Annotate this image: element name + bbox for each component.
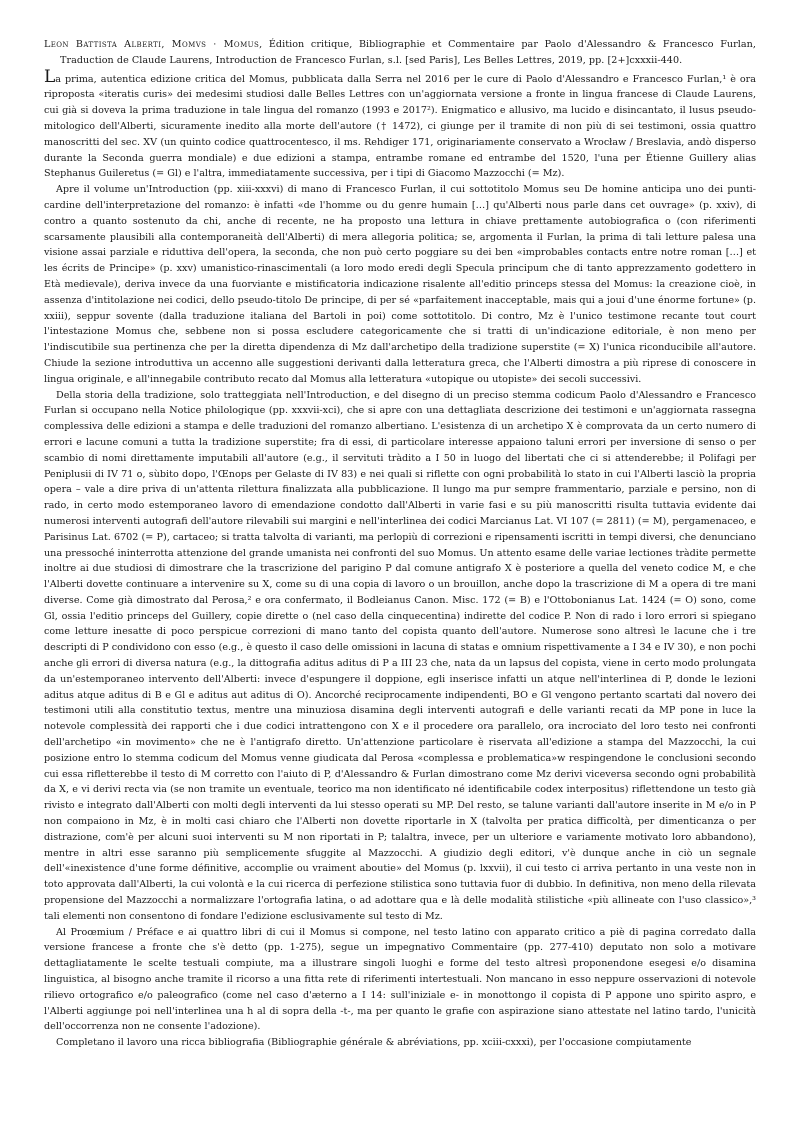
- paragraph-1: [44, 66, 756, 183]
- citation-details: , Édition critique, Bibliographie et Commentaire par Paolo d'Alessandro & Francesco Furlan, Traduction de Claude Laurens, Introduction de Francesco Furlan, s.l. [sed Paris], Les Belles Lettres, 2019, pp. [2+]cxxxii-440.: [60, 39, 756, 66]
- bibliographic-citation: [44, 37, 756, 69]
- review-page: [44, 37, 756, 1051]
- paragraph-4: Al Proœmium / Préface e ai quattro libri di cui il Momus si compone, nel testo latino con apparato critico a piè di pagina corredato dalla versione francese a fronte che s'è detto (pp. 1-275), segue un impegnativo Commentaire (pp. 277-410) deputato non solo a motivare dettagliatamente le scelte testuali compiute, ma a illustrare singoli luoghi e forme del testo altresì proponendone esegesi e/o disamina linguistica, al bisogno anche tramite il ricorso a una fitta rete di riferimenti intertestuali. Non mancano in esso neppure osservazioni di notevole rilievo ortografico e/o paleografico (come nel caso d'æterno a I 14: sull'iniziale e- in monottongo il copista di P appone uno spirito aspro, e l'Alberti aggiunge poi nell'interlinea una h al di sopra della -t-, ma per quanto le grafie con aspirazione siano attestate nel latino tardo, l'unicità dell'occorrenza non ne consente l'adozione).: [44, 926, 756, 1033]
- paragraph-3: Della storia della tradizione, solo tratteggiata nell'Introduction, e del disegno di un preciso stemma codicum Paolo d'Alessandro e Francesco Furlan si occupano nella Notice philologique (pp. xxxvii-xci), che si apre con una dettagliata descrizione dei testimoni e un'aggiornata rassegna complessiva delle edizioni a stampa e delle traduzioni del romanzo albertiano. L'esistenza di un archetipo X è comprovata da un certo numero di errori e lacune comuni a tutta la tradizione superstite; fra di essi, di particolare interesse appaiono taluni errori per inversione di senso o per scambio di nomi direttamente imputabili all'autore (e.g., il servituti tràdito a I 50 in luogo del libertati che ci si attenderebbe; il Polifagi per Peniplusii di IV 71 o, sùbito dopo, l'Œnops per Gelaste di IV 83) e nei quali si riflette con ogni probabilità lo stato in cui l'Alberti lasciò la propria opera – vale a dire priva di un'attenta rilettura finalizzata alla pubblicazione. Il lungo ma pur sempre frammentario, parziale e persino, non di rado, in certo modo estemporaneo lavoro di emendazione condotto dall'Alberti in varie fasi e su più manoscritti risulta tuttavia evidente dai numerosi interventi autografi dell'autore rilevabili sui margini e nell'interlinea dei codici Marcianus Lat. VI 107 (= 2811) (= M), pergamenaceo, e Parisinus Lat. 6702 (= P), cartaceo; si tratta talvolta di varianti, ma perlopiù di correzioni e ripensamenti iscritti in tempi diversi, che denunciano una pressoché ininterrotta attenzione del grande umanista nei confronti del suo Momus. Un attento esame delle variae lectiones tràdite permette inoltre ai due studiosi di dimostrare che la trascrizione del parigino P dal comune antigrafo X è posteriore a quella del veneto codice M, e che l'Alberti dovette continuare a intervenire su X, come su di una copia di lavoro o un brouillon, anche dopo la trascrizione di M a opera di tre mani diverse. Come già dimostrato dal Perosa,² e ora confermato, il Bodleianus Canon. Misc. 172 (= B) e l'Ottobonianus Lat. 1424 (= O) sono, come Gl, ossia l'editio princeps del Guillery, copie dirette o (nel caso della cinquecentina) indirette del codice P. Non di rado i loro errori si spiegano come letture inesatte di poco perspicue correzioni di mano tanto del copista quanto dell'autore. Numerose sono altresì le lacune che i tre descripti di P condividono con esso (e.g., è questo il caso delle omissioni in lacuna di statas e omnium rispettivamente a I 34 e IV 30), e non pochi anche gli errori di diversa natura (e.g., la dittografia aditus aditus di P a III 23 che, nata da un lapsus del copista, viene in certo modo prolungata da un'estemporaneo intervento dell'Alberti: invece d'espungere il doppione, egli inserisce infatti un atque nell'interlinea di P, donde le lezioni aditus atque aditus di B e Gl e aditus aut aditus di O). Ancorché reciprocamente indipendenti, BO e Gl vengono pertanto scartati dal novero dei testimoni utili alla constitutio textus, mentre una minuziosa disamina degli interventi autografi e delle varianti recati da MP pone in luce la notevole complessità dei rapporti che i due codici intrattengono con X e il procedere ora parallelo, ora incrociato del loro testo nei confronti dell'archetipo «in movimento» che ne è l'antigrafo diretto. Un'attenzione particolare è riservata all'edizione a stampa del Mazzocchi, la cui posizione entro lo stemma codicum del Momus venne giudicata dal Perosa «complessa e problematica»w respingendone le conclusioni secondo cui essa rifletterebbe il testo di M corretto con l'aiuto di P, d'Alessandro & Furlan dimostrano come Mz derivi viceversa secondo ogni probabilità da X, e vi derivi recta via (se non tramite un eventuale, teorico ma non identificato né identificabile codex interpositus) riflettendone un testo già rivisto e integrato dall'Alberti con molti degli interventi da lui stesso operati su MP. Del resto, se talune varianti dall'autore inserite in M e/o in P non compaiono in Mz, è in molti casi chiaro che l'Alberti non dovette riportarle in X (talvolta per pratica difficoltà, per dimenticanza o per distrazione, com'è per alcuni suoi interventi su M non riportati in P; talaltra, invece, per un ulteriore e variamente motivato loro abbandono), mentre in altri esse saranno più semplicemente sfuggite al Mazzocchi. A giudizio degli editori, v'è dunque anche in ciò un segnale dell'«inexistence d'une forme définitive, accomplie ou vraiment aboutie» del Momus (p. lxxvii), il cui testo ci arriva pertanto in una veste non in toto approvata dall'Alberti, la cui volontà e la cui ricerca di perfezione stilistica sono tuttavia fuor di dubbio. In definitiva, non meno della rilevata propensione del Mazzocchi a normalizzare l'ortografia latina, o ad adottare qua e là delle modalità stilistiche «più allineate con l'uso classico»,³ tali elementi non consentono di fondare l'edizione esclusivamente sul testo di Mz.: [44, 389, 756, 922]
- citation-author-title: Leon Battista Alberti, Momvs · Momus: [44, 39, 260, 50]
- paragraph-2: Apre il volume un'Introduction (pp. xiii-xxxvi) di mano di Francesco Furlan, il cui sottotitolo Momus seu De homine anticipa uno dei punti-cardine dell'interpretazione del romanzo: è infatti «de l'homme ou du genre humain […] qu'Alberti nous parle dans cet ouvrage» (p. xxiv), di contro a quanto sostenuto da chi, anche di recente, ne ha proposto una lettura in chiave prettamente autobiografica o (con riferimenti scarsamente plausibili alla contemporaneità dell'Alberti) di mera allegoria politica; se, argomenta il Furlan, la prima di tali letture palesa una visione assai parziale e riduttiva dell'opera, la seconda, che non può certo poggiare su dei ben «improbables contacts entre notre roman […] et les écrits de Principe» (p. xxv) umanistico-rinascimentali (a loro modo eredi degli Specula principum che di tanto apprezzamento godettero in Età medievale), deriva invece da una fuorviante e mistificatoria indicazione risalente all'editio princeps stessa del Momus: la creazione cioè, in assenza d'intitolazione nei codici, dello pseudo-titolo De principe, di per sé «parfaitement inacceptable, mais qui a joui d'une énorme fortune» (p. xxiii), seppur sovente (dalla traduzione italiana del Bartoli in poi) come sottotitolo. Di contro, Mz è l'unico testimone recante tout court l'intestazione Momus che, sebbene non si possa escludere categoricamente che si tratti di un'indicazione editoriale, è non meno per l'indiscutibile sua pertinenza che per la diretta dipendenza di Mz dall'archetipo della tradizione superstite (= X) l'unica riconducibile all'autore. Chiude la sezione introduttiva un accenno alle suggestioni derivanti dalla letteratura greca, che l'Alberti dimostra a più riprese di conoscere in lingua originale, e all'innegabile contributo recato dal Momus alla letteratura «utopique ou utopiste» dei secoli successivi.: [44, 184, 756, 385]
- drop-cap: L: [44, 66, 56, 87]
- paragraph-5: Completano il lavoro una ricca bibliografia (Bibliographie générale & abréviations, pp. xciii-cxxxi), per l'occasione compiutamente: [56, 1037, 692, 1049]
- paragraph-1-text: a prima, autentica edizione critica del Momus, pubblicata dalla Serra nel 2016 per le cure di Paolo d'Alessandro e Francesco Furlan,¹ è ora riproposta «iteratis curis» dei medesimi studiosi dalle Belles Lettres con un'aggiornata versione a fronte in lingua francese di Claude Laurens, cui già si doveva la prima traduzione in tale lingua del romanzo (1993 e 2017²). Enigmatico e allusivo, ma lucido e disincantato, il lusus pseudo-mitologico dell'Alberti, sicuramente inedito alla morte dell'autore († 1472), ci giunge per il tramite di non più di sei testimoni, ossia quattro manoscritti del sec. XV (un quinto codice quattrocentesco, il ms. Rehdiger 171, originariamente conservato a Wrocław / Breslavia, andò disperso durante la Seconda guerra mondiale) e due edizioni a stampa, entrambe romane ed entrambe del 1520, l'una per Étienne Guillery alias Stephanus Guileretus (= Gl) e l'altra, immediatamente successiva, per i tipi di Giacomo Mazzocchi (= Mz).: [44, 73, 756, 180]
- review-body: [44, 66, 756, 1051]
